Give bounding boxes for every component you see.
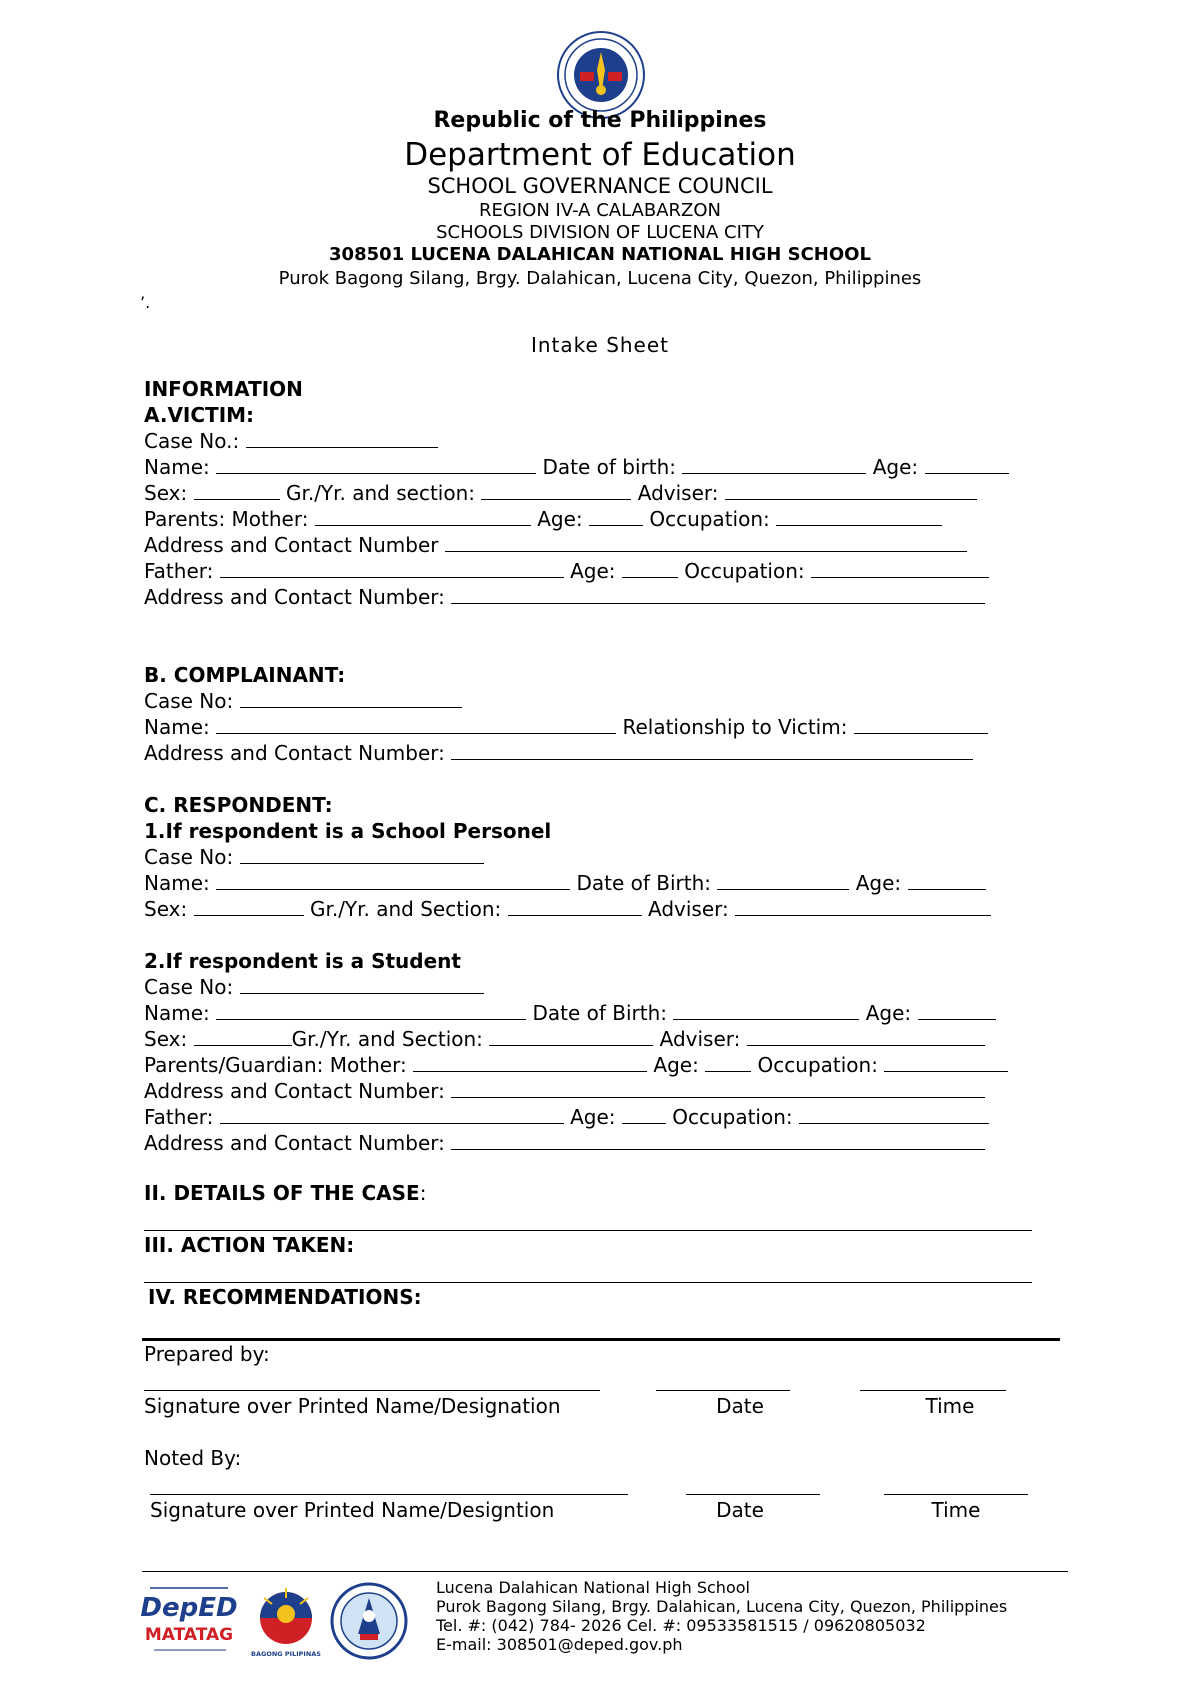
prepared-date-label: Date [716,1394,764,1418]
prepared-time-line[interactable] [860,1390,1006,1391]
prepared-date-line[interactable] [656,1390,790,1391]
student-case-no-field[interactable] [240,974,484,994]
deped-seal-logo [556,30,646,120]
student-father-row: Father: Age: Occupation: [144,1104,989,1130]
student-mother-field[interactable] [413,1052,647,1072]
personnel-adviser-field[interactable] [735,896,991,916]
footer-school-name: Lucena Dalahican National High School [436,1578,750,1597]
header-division: SCHOOLS DIVISION OF LUCENA CITY [436,222,764,243]
victim-address2-field[interactable] [451,584,985,604]
prepared-signature-label: Signature over Printed Name/Designation [144,1394,561,1418]
student-sex-field[interactable] [194,1026,292,1046]
footer-phone: Tel. #: (042) 784- 2026 Cel. #: 09533581515 / 09620805032 [436,1616,926,1635]
victim-case-no-field[interactable] [246,428,438,448]
student-address2-row: Address and Contact Number: [144,1130,985,1156]
noted-date-label: Date [716,1498,764,1522]
victim-address1-row: Address and Contact Number [144,532,967,558]
complainant-address-field[interactable] [451,740,973,760]
personnel-age-field[interactable] [908,870,986,890]
student-grade-field[interactable] [489,1026,653,1046]
victim-sex-row: Sex: Gr./Yr. and section: Adviser: [144,480,977,506]
noted-signature-line[interactable] [150,1494,628,1495]
student-name-field[interactable] [216,1000,526,1020]
student-mother-occupation-field[interactable] [884,1052,1008,1072]
student-sex-row: Sex: Gr./Yr. and Section: Adviser: [144,1026,985,1052]
personnel-sex-field[interactable] [194,896,304,916]
complainant-address-row: Address and Contact Number: [144,740,973,766]
student-adviser-field[interactable] [747,1026,985,1046]
header-republic: Republic of the Philippines [433,108,767,133]
personnel-dob-field[interactable] [717,870,849,890]
svg-text:DepED: DepED [140,1593,238,1623]
stray-mark: ’. [140,293,151,312]
victim-heading: A.VICTIM: [144,403,255,427]
victim-name-row: Name: Date of birth: Age: [144,454,1009,480]
victim-name-field[interactable] [216,454,536,474]
personnel-sex-row: Sex: Gr./Yr. and Section: Adviser: [144,896,991,922]
svg-text:MATATAG: MATATAG [144,1625,234,1645]
student-heading: 2.If respondent is a Student [144,949,461,973]
victim-address1-field[interactable] [445,532,967,552]
noted-label: Noted By: [144,1446,242,1470]
prepared-signature-line[interactable] [144,1390,600,1391]
section-information: INFORMATION [144,377,303,401]
complainant-case-no-field[interactable] [240,688,462,708]
victim-adviser-field[interactable] [725,480,977,500]
student-address2-field[interactable] [451,1130,985,1150]
personnel-name-field[interactable] [216,870,570,890]
noted-date-line[interactable] [686,1494,820,1495]
school-seal-logo [330,1582,408,1660]
footer-rule [142,1571,1068,1572]
bagong-pilipinas-logo [250,1584,322,1660]
header-region: REGION IV-A CALABARZON [479,200,721,221]
student-age-field[interactable] [918,1000,996,1020]
noted-time-line[interactable] [884,1494,1028,1495]
action-heading: III. ACTION TAKEN: [144,1233,355,1257]
victim-father-occupation-field[interactable] [811,558,989,578]
personnel-case-row: Case No: [144,844,484,870]
complainant-relationship-field[interactable] [854,714,988,734]
complainant-case-row: Case No: [144,688,462,714]
action-line[interactable] [144,1282,1032,1283]
footer-address: Purok Bagong Silang, Brgy. Dalahican, Lucena City, Quezon, Philippines [436,1597,1008,1616]
respondent-heading: C. RESPONDENT: [144,793,333,817]
victim-mother-row: Parents: Mother: Age: Occupation: [144,506,942,532]
student-dob-field[interactable] [673,1000,859,1020]
svg-text:BAGONG PILIPINAS: BAGONG PILIPINAS [251,1650,321,1658]
prepared-label: Prepared by: [144,1342,270,1366]
details-line[interactable] [144,1230,1032,1231]
header-council: SCHOOL GOVERNANCE COUNCIL [427,174,773,198]
recommendations-rule [142,1338,1060,1341]
victim-mother-field[interactable] [315,506,531,526]
student-mother-row: Parents/Guardian: Mother: Age: Occupation: [144,1052,1008,1078]
personnel-name-row: Name: Date of Birth: Age: [144,870,986,896]
complainant-heading: B. COMPLAINANT: [144,663,346,687]
deped-matatag-logo [140,1584,238,1660]
victim-sex-field[interactable] [194,480,280,500]
victim-grade-field[interactable] [481,480,631,500]
victim-address2-row: Address and Contact Number: [144,584,985,610]
victim-father-row: Father: Age: Occupation: [144,558,989,584]
student-father-occupation-field[interactable] [799,1104,989,1124]
victim-dob-field[interactable] [682,454,866,474]
victim-father-field[interactable] [220,558,564,578]
victim-mother-occupation-field[interactable] [776,506,942,526]
personnel-case-no-field[interactable] [240,844,484,864]
page-title: Intake Sheet [530,333,670,357]
student-father-age-field[interactable] [622,1104,666,1124]
student-mother-age-field[interactable] [705,1052,751,1072]
prepared-time-label: Time [925,1394,975,1418]
personnel-grade-field[interactable] [508,896,642,916]
personnel-heading: 1.If respondent is a School Personel [144,819,552,843]
student-name-row: Name: Date of Birth: Age: [144,1000,996,1026]
footer-contact [436,1578,1007,1654]
victim-case-row: Case No.: [144,428,438,454]
student-address1-row: Address and Contact Number: [144,1078,985,1104]
noted-signature-label: Signature over Printed Name/Designtion [150,1498,555,1522]
recommendations-heading: IV. RECOMMENDATIONS: [148,1285,422,1309]
victim-father-age-field[interactable] [622,558,678,578]
complainant-name-field[interactable] [216,714,616,734]
header-school: 308501 LUCENA DALAHICAN NATIONAL HIGH SCHOOL [329,244,871,265]
details-heading: II. DETAILS OF THE CASE : [144,1181,427,1205]
complainant-name-row: Name: Relationship to Victim: [144,714,988,740]
footer-email[interactable]: E-mail: 308501@deped.gov.ph [436,1635,683,1654]
student-father-field[interactable] [220,1104,564,1124]
header-department: Department of Education [404,137,796,173]
victim-mother-age-field[interactable] [589,506,643,526]
noted-time-label: Time [931,1498,981,1522]
student-case-row: Case No: [144,974,484,1000]
victim-age-field[interactable] [925,454,1009,474]
student-address1-field[interactable] [451,1078,985,1098]
header-address: Purok Bagong Silang, Brgy. Dalahican, Lucena City, Quezon, Philippines [278,268,922,289]
